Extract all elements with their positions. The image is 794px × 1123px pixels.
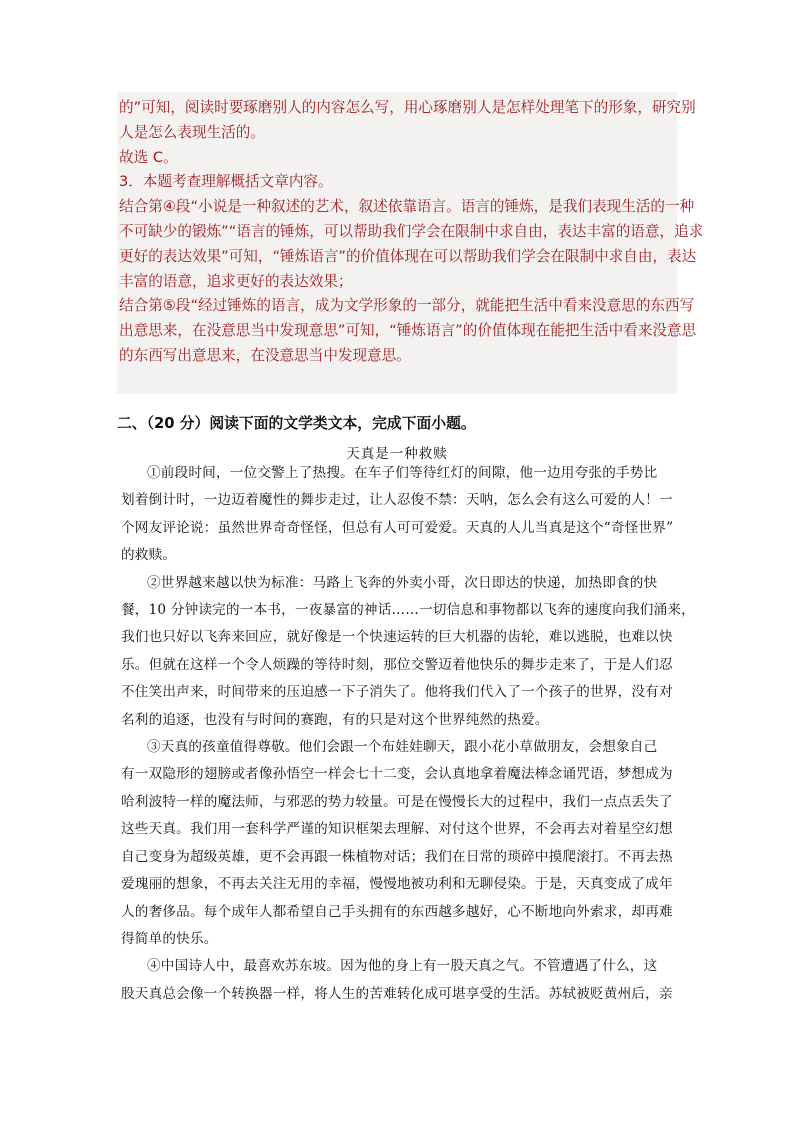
article-line: 得简单的快乐。	[121, 930, 218, 947]
answer-line: 的东西写出意思来，在没意思当中发现意思。	[119, 346, 411, 364]
article-line: 个网友评论说：虽然世界奇奇怪怪，但总有人可可爱爱。天真的人儿当真是这个“奇怪世界”	[121, 519, 674, 536]
article-line: 自己变身为超级英雄，更不会再跟一株植物对话；我们在日常的琐碎中摸爬滚打。不再去热	[121, 848, 673, 865]
article-line: 这些天真。我们用一套科学严谨的知识框架去理解、对付这个世界，不会再去对着星空幻想	[121, 821, 673, 838]
answer-line: 人是怎么表现生活的。	[119, 123, 265, 141]
article-line: 有一双隐形的翅膀或者像孙悟空一样会七十二变，会认真地拿着魔法棒念诵咒语，梦想成为	[121, 766, 673, 783]
article-line: ④中国诗人中，最喜欢苏东坡。因为他的身上有一股天真之气。不管遭遇了什么，这	[147, 958, 658, 975]
answer-line: 3．本题考查理解概括文章内容。	[119, 173, 333, 191]
answer-line: 丰富的语意，追求更好的表达效果；	[119, 272, 353, 290]
article-line: 人的奢侈品。每个成年人都希望自己手头拥有的东西越多越好，心不断地向外索求，却再难	[121, 903, 673, 920]
answer-line: 故选 C。	[119, 148, 178, 166]
answer-line: 更好的表达效果”可知，“锤炼语言”的价值体现在可以帮助我们学会在限制中求自由，表达	[119, 247, 697, 265]
article-line: 我们也只好以飞奔来回应，就好像是一个快速运转的巨大机器的齿轮，难以逃脱，也难以快	[121, 629, 673, 646]
answer-line: 的”可知，阅读时要琢磨别人的内容怎么写，用心琢磨别人是怎样处理笔下的形象，研究别	[119, 99, 696, 116]
article-line: ③天真的孩童值得尊敬。他们会跟一个布娃娃聊天，跟小花小草做朋友，会想象自己	[147, 739, 658, 756]
article-line: 名利的追逐，也没有与时间的赛跑，有的只是对这个世界纯然的热爱。	[121, 711, 549, 728]
article-line: ②世界越来越以快为标准：马路上飞奔的外卖小哥，次日即达的快递，加热即食的快	[147, 574, 658, 591]
article-title: 天真是一种救赎	[346, 446, 448, 462]
article-line: 不住笑出声来，时间带来的压迫感一下子消失了。他将我们代入了一个孩子的世界，没有对	[121, 684, 673, 701]
article-body	[121, 460, 695, 1008]
answer-line: 不可缺少的锻炼”“语言的锤炼，可以帮助我们学会在限制中求自由，表达丰富的语意，追求	[119, 222, 704, 240]
article-line: 餐，10 分钟读完的一本书，一夜暴富的神话……一切信息和事物都以飞奔的速度向我们涌来，	[121, 602, 695, 619]
article-line: 划着倒计时，一边迈着魔性的舞步走过，让人忍俊不禁：天呐，怎么会有这么可爱的人！一	[121, 492, 673, 509]
answer-line: 出意思来，在没意思当中发现意思”可知，“锤炼语言”的价值体现在能把生活中看来没意思	[119, 322, 697, 340]
article-line: 股天真总会像一个转换器一样，将人生的苦难转化成可堪享受的生活。苏轼被贬黄州后，亲	[121, 985, 673, 1002]
section-heading: 二、（20 分）阅读下面的文学类文本，完成下面小题。	[117, 415, 476, 432]
article-line: 爱瑰丽的想象，不再去关注无用的幸福，慢慢地被功利和无聊侵染。于是，天真变成了成年	[121, 876, 673, 893]
article-line: 的救赎。	[121, 547, 177, 564]
answer-line: 结合第⑤段“经过锤炼的语言，成为文学形象的一部分，就能把生活中看来没意思的东西写	[119, 297, 695, 315]
answer-line: 结合第④段“小说是一种叙述的艺术，叙述依靠语言。语言的锤炼，是我们表现生活的一种	[119, 198, 695, 216]
article-line: 乐。但就在这样一个令人烦躁的等待时刻，那位交警迈着他快乐的舞步走来了，于是人们忍	[121, 656, 673, 673]
article-line: 哈利波特一样的魔法师，与邪恶的势力较量。可是在慢慢长大的过程中，我们一点点丢失了	[121, 793, 673, 810]
answer-explanation-box	[117, 92, 704, 394]
article-line: ①前段时间，一位交警上了热搜。在车子们等待红灯的间隙，他一边用夸张的手势比	[147, 465, 658, 481]
